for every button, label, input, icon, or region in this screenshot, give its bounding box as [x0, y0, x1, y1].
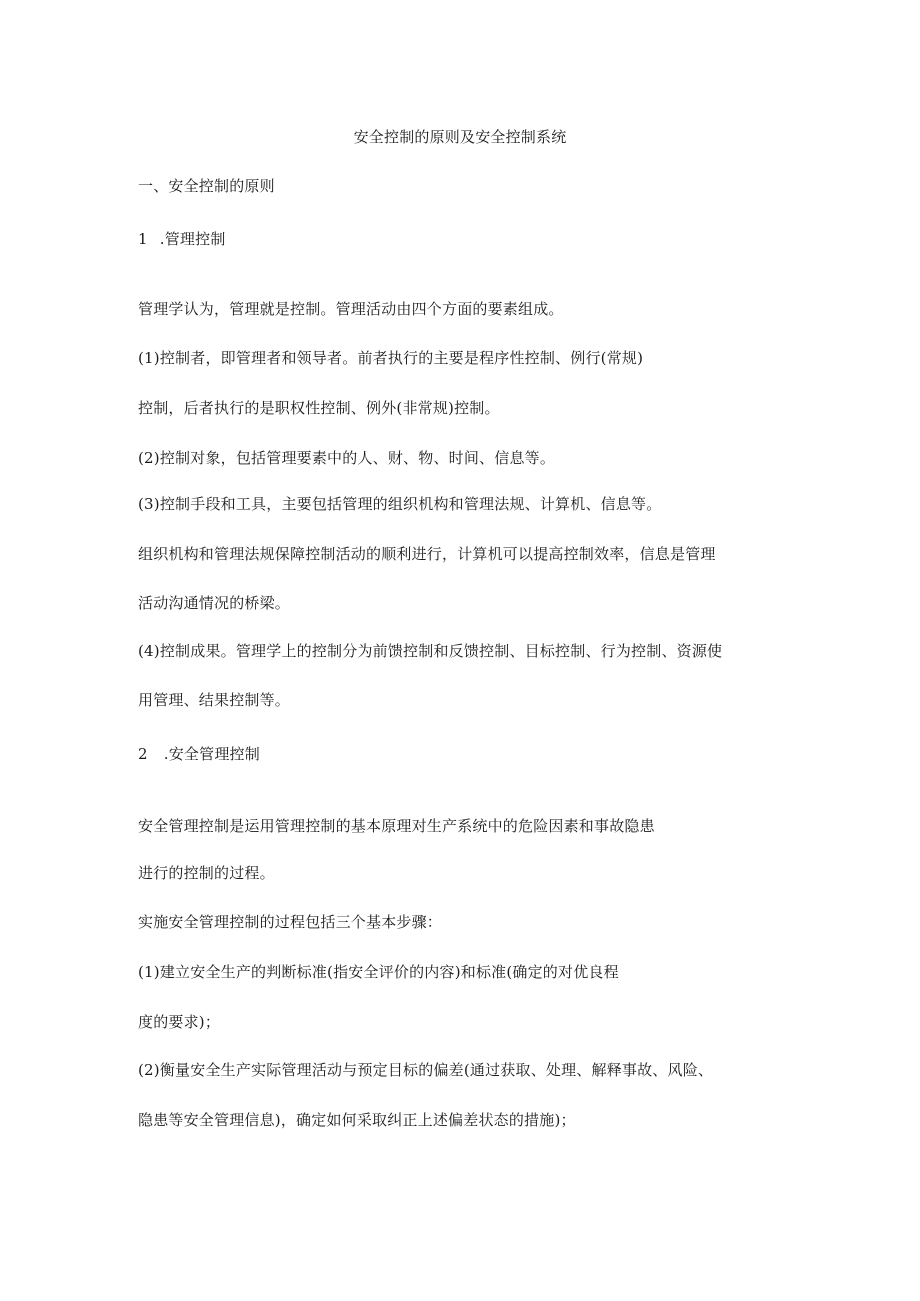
subsection-heading-1	[138, 229, 226, 249]
document-title: 安全控制的原则及安全控制系统	[353, 128, 567, 146]
paragraph: (3)控制手段和工具，主要包括管理的组织机构和管理法规、计算机、信息等。	[138, 495, 662, 513]
paragraph: 用管理、结果控制等。	[138, 691, 291, 709]
paragraph: 隐患等安全管理信息)，确定如何采取纠正上述偏差状态的措施)；	[138, 1111, 576, 1129]
subsection-label: .安全管理控制	[163, 745, 260, 763]
subsection-number: 2	[138, 745, 148, 763]
paragraph: 进行的控制的过程。	[138, 864, 275, 882]
paragraph: (2)控制对象，包括管理要素中的人、财、物、时间、信息等。	[138, 449, 556, 467]
paragraph: (1)建立安全生产的判断标准(指安全评价的内容)和标准(确定的对优良程	[138, 963, 619, 981]
paragraph: 度的要求)；	[138, 1013, 221, 1031]
paragraph: (1)控制者，即管理者和领导者。前者执行的主要是程序性控制、例行(常规)	[138, 349, 644, 367]
subsection-number: 1	[138, 230, 148, 248]
paragraph: (2)衡量安全生产实际管理活动与预定目标的偏差(通过获取、处理、解释事故、风险、	[138, 1061, 714, 1079]
subsection-heading-2	[138, 744, 260, 764]
paragraph: 控制，后者执行的是职权性控制、例外(非常规)控制。	[138, 399, 500, 417]
paragraph: 管理学认为，管理就是控制。管理活动由四个方面的要素组成。	[138, 300, 564, 318]
paragraph: (4)控制成果。管理学上的控制分为前馈控制和反馈控制、目标控制、行为控制、资源使	[138, 642, 723, 660]
paragraph: 实施安全管理控制的过程包括三个基本步骤：	[138, 913, 443, 931]
paragraph: 安全管理控制是运用管理控制的基本原理对生产系统中的危险因素和事故隐患	[138, 817, 655, 835]
paragraph: 组织机构和管理法规保障控制活动的顺利进行，计算机可以提高控制效率，信息是管理	[138, 545, 716, 563]
subsection-label: .管理控制	[159, 230, 226, 248]
paragraph: 活动沟通情况的桥梁。	[138, 594, 291, 612]
section-heading: 一、安全控制的原则	[138, 177, 275, 195]
